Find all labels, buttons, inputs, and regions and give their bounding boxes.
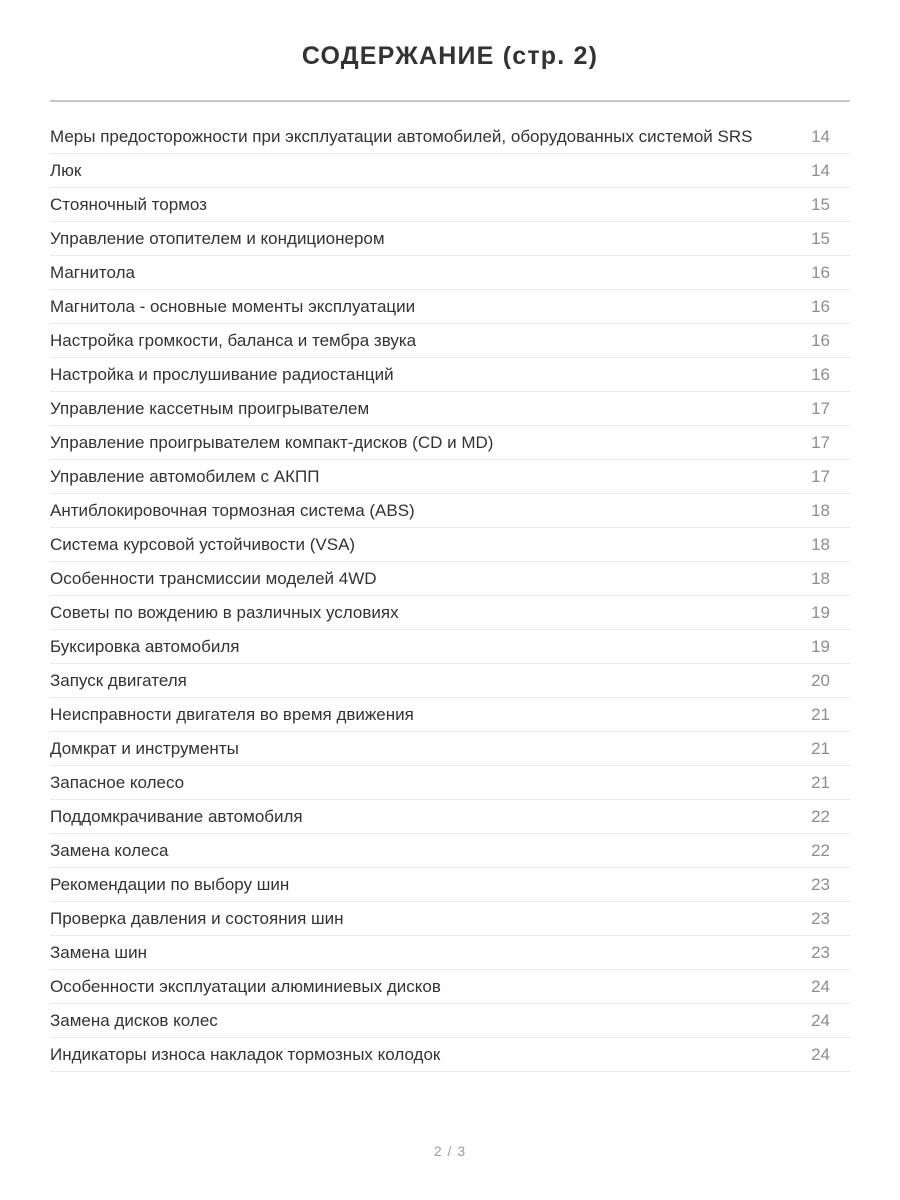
toc-entry-label: Особенности трансмиссии моделей 4WD (50, 568, 377, 588)
toc-row (50, 460, 850, 494)
toc-entry-page-number: 23 (811, 942, 830, 962)
toc-entry-label: Управление кассетным проигрывателем (50, 398, 370, 418)
toc-entry-page-number: 24 (811, 1044, 830, 1064)
toc-list (50, 120, 850, 1072)
toc-entry-label: Люк (50, 160, 82, 180)
toc-row (50, 562, 850, 596)
page-title: СОДЕРЖАНИЕ (стр. 2) (301, 42, 599, 70)
toc-entry-label: Управление автомобилем с АКПП (50, 466, 320, 486)
toc-entry-label: Замена колеса (50, 840, 169, 860)
toc-entry-label: Замена дисков колес (50, 1010, 218, 1030)
page-number-indicator: 2 / 3 (433, 1143, 467, 1159)
toc-entry-page-number: 24 (811, 976, 830, 996)
toc-row (50, 1038, 850, 1072)
toc-entry-page-number: 20 (811, 670, 830, 690)
toc-row (50, 970, 850, 1004)
toc-entry-label: Особенности эксплуатации алюминиевых дисков (50, 976, 441, 996)
toc-entry-page-number: 22 (811, 840, 830, 860)
toc-row (50, 868, 850, 902)
toc-row (50, 426, 850, 460)
toc-entry-page-number: 15 (811, 194, 830, 214)
toc-row (50, 154, 850, 188)
toc-entry-label: Меры предосторожности при эксплуатации автомобилей, оборудованных системой SRS (50, 126, 753, 146)
toc-row (50, 256, 850, 290)
toc-entry-label: Запуск двигателя (50, 670, 187, 690)
toc-entry-label: Замена шин (50, 942, 147, 962)
toc-row (50, 936, 850, 970)
title-divider (50, 100, 850, 102)
toc-entry-label: Советы по вождению в различных условиях (50, 602, 399, 622)
toc-row (50, 324, 850, 358)
toc-entry-page-number: 19 (811, 602, 830, 622)
toc-row (50, 1004, 850, 1038)
toc-entry-label: Стояночный тормоз (50, 194, 207, 214)
toc-entry-page-number: 14 (811, 160, 830, 180)
toc-entry-page-number: 15 (811, 228, 830, 248)
toc-entry-page-number: 22 (811, 806, 830, 826)
toc-entry-page-number: 18 (811, 534, 830, 554)
toc-row (50, 392, 850, 426)
toc-entry-page-number: 18 (811, 568, 830, 588)
toc-entry-page-number: 24 (811, 1010, 830, 1030)
toc-entry-page-number: 19 (811, 636, 830, 656)
toc-entry-label: Буксировка автомобиля (50, 636, 240, 656)
toc-row (50, 902, 850, 936)
toc-entry-page-number: 21 (811, 738, 830, 758)
toc-entry-label: Неисправности двигателя во время движения (50, 704, 414, 724)
toc-entry-label: Поддомкрачивание автомобиля (50, 806, 303, 826)
toc-row (50, 358, 850, 392)
toc-entry-page-number: 21 (811, 704, 830, 724)
toc-row (50, 664, 850, 698)
toc-entry-label: Магнитола - основные моменты эксплуатации (50, 296, 416, 316)
toc-entry-page-number: 16 (811, 330, 830, 350)
toc-row (50, 732, 850, 766)
toc-row (50, 766, 850, 800)
toc-entry-label: Магнитола (50, 262, 135, 282)
toc-entry-label: Управление проигрывателем компакт-дисков (CD и MD) (50, 432, 494, 452)
toc-entry-label: Система курсовой устойчивости (VSA) (50, 534, 356, 554)
toc-entry-page-number: 23 (811, 874, 830, 894)
toc-entry-page-number: 16 (811, 364, 830, 384)
toc-entry-page-number: 17 (811, 466, 830, 486)
toc-row (50, 630, 850, 664)
toc-row (50, 528, 850, 562)
toc-entry-label: Антиблокировочная тормозная система (ABS) (50, 500, 415, 520)
toc-entry-label: Настройка и прослушивание радиостанций (50, 364, 394, 384)
toc-entry-page-number: 14 (811, 126, 830, 146)
toc-row (50, 800, 850, 834)
toc-entry-label: Рекомендации по выбору шин (50, 874, 290, 894)
toc-entry-page-number: 21 (811, 772, 830, 792)
toc-entry-page-number: 16 (811, 262, 830, 282)
toc-entry-page-number: 16 (811, 296, 830, 316)
toc-entry-page-number: 23 (811, 908, 830, 928)
toc-entry-page-number: 17 (811, 432, 830, 452)
toc-row (50, 596, 850, 630)
toc-entry-label: Домкрат и инструменты (50, 738, 239, 758)
toc-entry-label: Индикаторы износа накладок тормозных колодок (50, 1044, 441, 1064)
toc-row (50, 120, 850, 154)
toc-entry-label: Запасное колесо (50, 772, 185, 792)
toc-row (50, 834, 850, 868)
toc-entry-label: Управление отопителем и кондиционером (50, 228, 385, 248)
toc-row (50, 222, 850, 256)
toc-row (50, 290, 850, 324)
toc-entry-label: Проверка давления и состояния шин (50, 908, 344, 928)
toc-row (50, 698, 850, 732)
toc-entry-page-number: 18 (811, 500, 830, 520)
toc-row (50, 188, 850, 222)
toc-row (50, 494, 850, 528)
toc-entry-label: Настройка громкости, баланса и тембра звука (50, 330, 417, 350)
toc-entry-page-number: 17 (811, 398, 830, 418)
